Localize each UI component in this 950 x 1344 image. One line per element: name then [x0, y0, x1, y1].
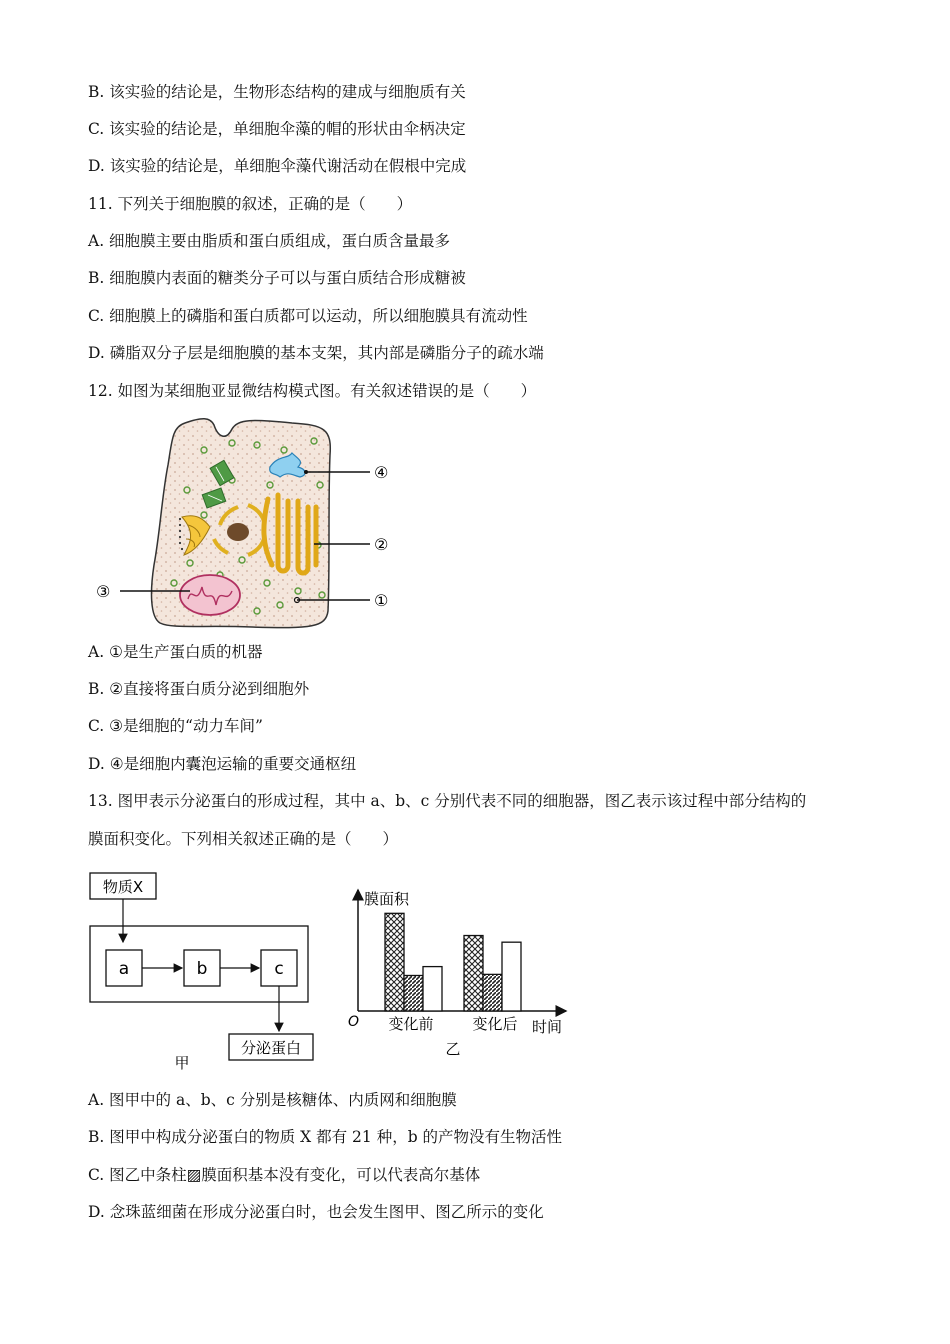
- q12-option-a: A. ①是生产蛋白质的机器: [88, 643, 263, 661]
- caption-jia: 甲: [174, 1054, 190, 1072]
- bar-series3-cat2: [502, 942, 521, 1011]
- q13-option-d: D. 念珠蓝细菌在形成分泌蛋白时，也会发生图甲、图乙所示的变化: [88, 1203, 544, 1221]
- figure-yi-chart: [340, 880, 575, 1060]
- q10-option-b: B. 该实验的结论是，生物形态结构的建成与细胞质有关: [88, 83, 466, 101]
- label-secreted-protein: 分泌蛋白: [240, 1039, 302, 1057]
- bar-series1-cat2: [464, 936, 483, 1011]
- q10-option-c: C. 该实验的结论是，单细胞伞藻的帽的形状由伞柄决定: [88, 120, 466, 138]
- bar-series2-cat1: [404, 975, 423, 1011]
- cell-membrane: [152, 419, 331, 628]
- q12-option-b: B. ②直接将蛋白质分泌到细胞外: [88, 680, 310, 698]
- bar-series1-cat1: [385, 913, 404, 1011]
- q11-stem: 11. 下列关于细胞膜的叙述，正确的是（ ）: [88, 195, 413, 213]
- y-axis-label: 膜面积: [364, 890, 410, 908]
- origin-label: O: [348, 1014, 360, 1030]
- q11-option-d: D. 磷脂双分子层是细胞膜的基本支架，其内部是磷脂分子的疏水端: [88, 344, 544, 362]
- q13-option-b: B. 图甲中构成分泌蛋白的物质 X 都有 21 种，b 的产物没有生物活性: [88, 1128, 563, 1146]
- q12-option-c: C. ③是细胞的“动力车间”: [88, 717, 263, 735]
- label-1: ①: [374, 591, 389, 610]
- label-c: c: [274, 959, 284, 979]
- label-b: b: [196, 959, 208, 979]
- mitochondrion: [180, 575, 240, 615]
- cell-diagram: [92, 415, 402, 633]
- q13-stem-line1: 13. 图甲表示分泌蛋白的形成过程，其中 a、b、c 分别代表不同的细胞器，图乙表示该过程中部分结构的: [88, 792, 807, 810]
- q12-stem: 12. 如图为某细胞亚显微结构模式图。有关叙述错误的是（ ）: [88, 382, 537, 400]
- bar-series2-cat2: [483, 974, 502, 1011]
- category-label-before: 变化前: [388, 1015, 434, 1033]
- q10-option-d: D. 该实验的结论是，单细胞伞藻代谢活动在假根中完成: [88, 157, 467, 175]
- caption-yi: 乙: [445, 1040, 461, 1058]
- category-label-after: 变化后: [472, 1015, 518, 1033]
- figure-jia: [85, 868, 315, 1074]
- label-2: ②: [374, 535, 389, 554]
- label-a: a: [118, 959, 130, 979]
- q13-stem-line2: 膜面积变化。下列相关叙述正确的是（ ）: [88, 830, 399, 848]
- q12-option-d: D. ④是细胞内囊泡运输的重要交通枢纽: [88, 755, 357, 773]
- x-axis-label: 时间: [532, 1018, 563, 1036]
- q11-option-b: B. 细胞膜内表面的糖类分子可以与蛋白质结合形成糖被: [88, 269, 466, 287]
- q11-option-c: C. 细胞膜上的磷脂和蛋白质都可以运动，所以细胞膜具有流动性: [88, 307, 528, 325]
- label-substance-x: 物质X: [102, 878, 144, 896]
- nucleolus: [227, 523, 249, 541]
- q11-option-a: A. 细胞膜主要由脂质和蛋白质组成，蛋白质含量最多: [88, 232, 451, 250]
- q13-option-a: A. 图甲中的 a、b、c 分别是核糖体、内质网和细胞膜: [88, 1091, 457, 1109]
- bar-series3-cat1: [423, 967, 442, 1011]
- q13-option-c: C. 图乙中条柱▨膜面积基本没有变化，可以代表高尔基体: [88, 1166, 481, 1184]
- label-3: ③: [96, 582, 111, 601]
- label-4: ④: [374, 463, 389, 482]
